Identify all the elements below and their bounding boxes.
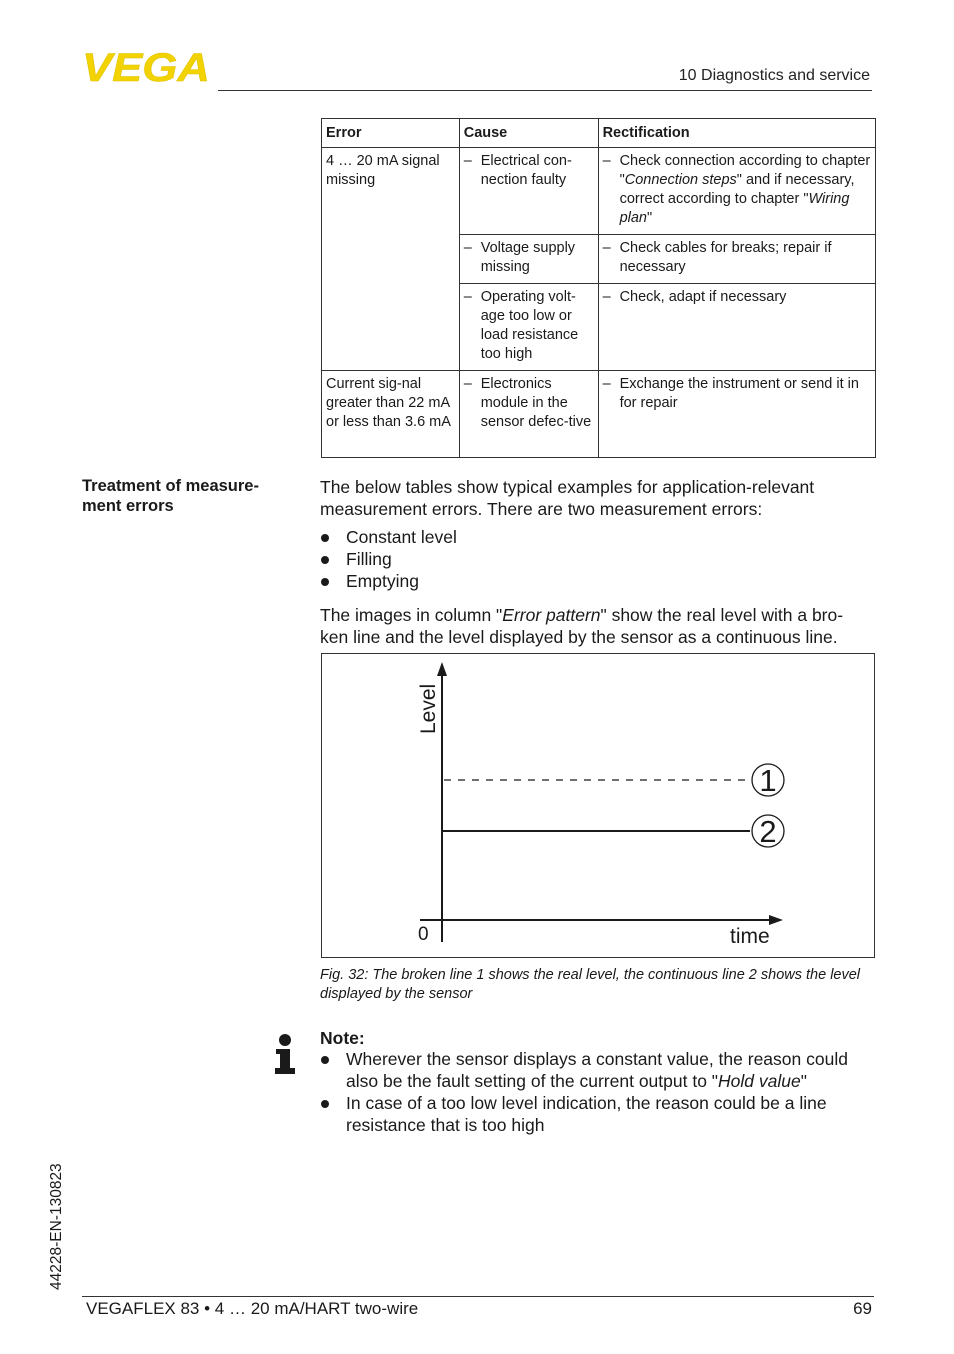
error-table bbox=[321, 118, 876, 458]
table-row bbox=[322, 371, 876, 458]
cause-cell: – Operating volt-age too low or load resistance too high bbox=[459, 284, 598, 371]
marker-2-label: 2 bbox=[759, 814, 777, 849]
cause-cell: – Voltage supply missing bbox=[459, 235, 598, 284]
rectification-cell: – Check connection according to chapter "Connection steps" and if necessary, correct according to chapter "Wiring plan" bbox=[598, 148, 875, 235]
cause-cell: – Electronics module in the sensor defec-tive bbox=[459, 371, 598, 458]
footer-product: VEGAFLEX 83 • 4 … 20 mA/HART two-wire bbox=[86, 1299, 419, 1318]
error-cell: Current sig-nal greater than 22 mA or less than 3.6 mA bbox=[322, 371, 460, 458]
header-rectification: Rectification bbox=[598, 119, 875, 148]
y-axis-label: Level bbox=[417, 683, 440, 734]
side-heading: Treatment of measure-ment errors bbox=[82, 477, 259, 515]
marker-1-label: 1 bbox=[759, 763, 777, 798]
error-type-list bbox=[320, 526, 870, 592]
rectification-cell: – Check cables for breaks; repair if necessary bbox=[598, 235, 875, 284]
table-header-row bbox=[322, 119, 876, 148]
logo-text: VEGA bbox=[82, 50, 210, 84]
vega-logo bbox=[82, 50, 212, 84]
origin-label: 0 bbox=[418, 924, 429, 945]
section-title: 10 Diagnostics and service bbox=[678, 67, 870, 84]
intro-paragraph: The below tables show typical examples for application-relevant measurement errors. There are two measurement errors: bbox=[320, 477, 815, 519]
header-error: Error bbox=[322, 119, 460, 148]
list-item: Constant level bbox=[320, 526, 870, 548]
list-item: Emptying bbox=[320, 570, 870, 592]
figure-caption: Fig. 32: The broken line 1 shows the real level, the continuous line 2 shows the level displayed by the sensor bbox=[320, 967, 861, 1002]
cause-cell: – Electrical con-nection faulty bbox=[459, 148, 598, 235]
list-item: Filling bbox=[320, 548, 870, 570]
y-axis-arrow-icon bbox=[437, 662, 447, 676]
rectification-cell: – Check, adapt if necessary bbox=[598, 284, 875, 371]
table-row bbox=[322, 148, 876, 235]
header-cause: Cause bbox=[459, 119, 598, 148]
x-axis-arrow-icon bbox=[769, 915, 783, 925]
document-id: 44228-EN-130823 bbox=[48, 1163, 65, 1290]
list-item: In case of a too low level indication, the reason could be a line resistance that is too high bbox=[320, 1092, 870, 1136]
header-divider bbox=[218, 90, 872, 91]
note-title: Note: bbox=[320, 1028, 365, 1048]
rectification-cell: – Exchange the instrument or send it in for repair bbox=[598, 371, 875, 458]
level-figure bbox=[321, 653, 875, 958]
footer-divider bbox=[82, 1296, 874, 1297]
x-axis-label: time bbox=[730, 925, 770, 948]
note-list bbox=[320, 1048, 870, 1136]
level-diagram bbox=[322, 654, 874, 957]
pattern-paragraph: The images in column "Error pattern" show the real level with a bro-ken line and the level displayed by the sensor as a continuous line. bbox=[320, 605, 844, 647]
page-number: 69 bbox=[853, 1299, 872, 1318]
error-cell: 4 … 20 mA signal missing bbox=[322, 148, 460, 371]
info-icon bbox=[274, 1034, 296, 1076]
list-item: Wherever the sensor displays a constant value, the reason could also be the fault setting of the current output to "Hold value" bbox=[320, 1048, 870, 1092]
